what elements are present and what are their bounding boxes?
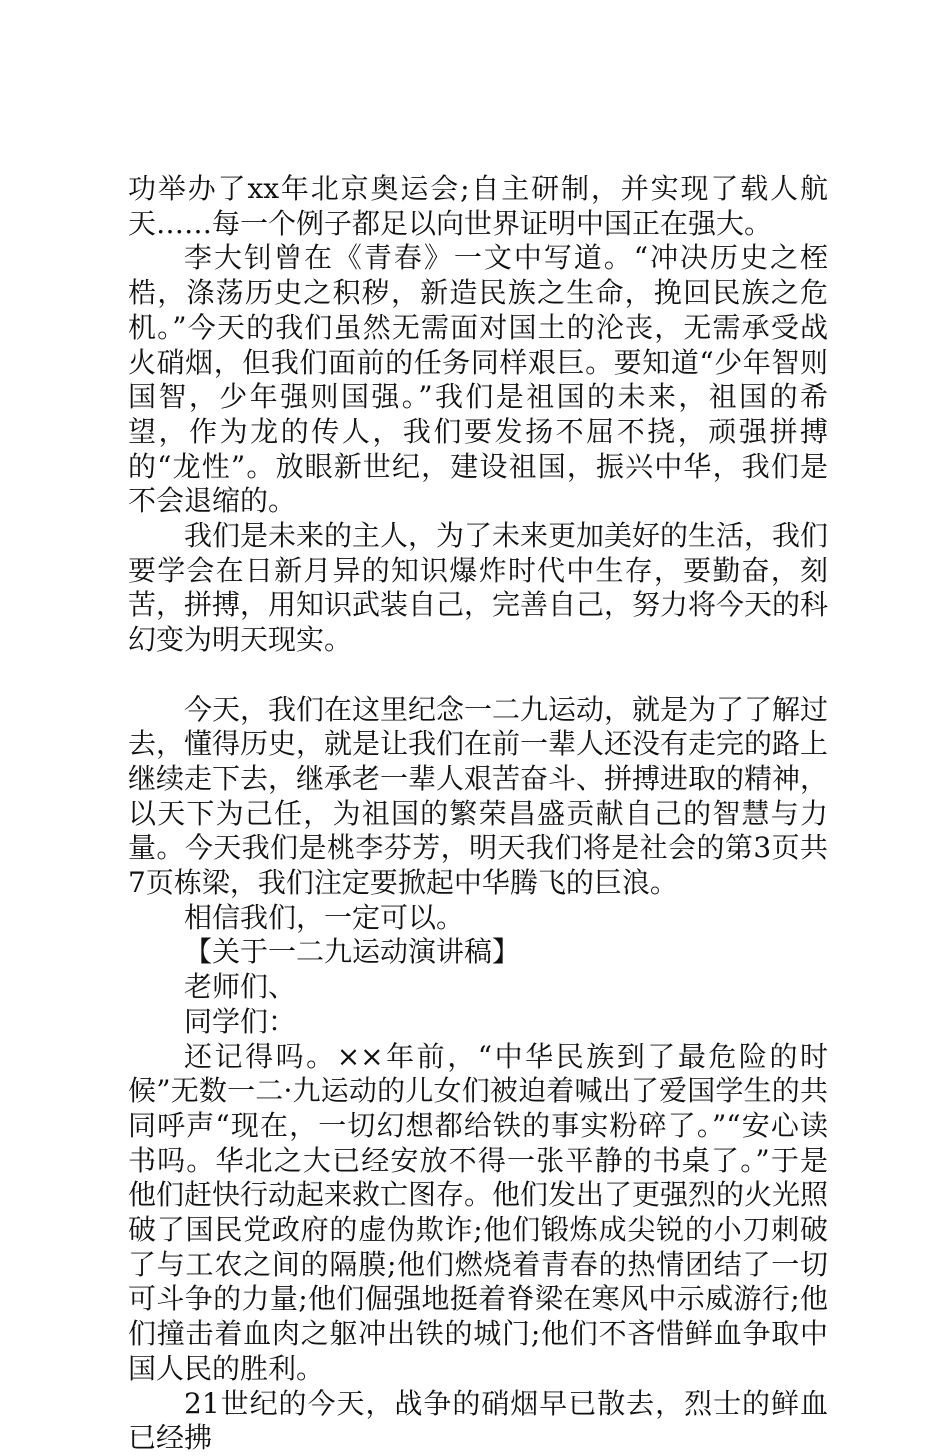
paragraph-continued-olympics: 功举办了xx年北京奥运会;自主研制，并实现了载人航天……每一个例子都足以向世界证明中国正在强大。	[128, 172, 828, 240]
salutation-teachers: 老师们、	[184, 970, 297, 1004]
salutation-students: 同学们：	[184, 1004, 297, 1038]
paragraph-commemoration: 今天，我们在这里纪念一二九运动，就是为了了解过去，懂得历史，就是让我们在前一辈人还没有走完的路上继续走下去，继承老一辈人艰苦奋斗、拼搏进取的精神，以天下为己任，为祖国的繁荣昌盛贡献自己的智慧与力量。今天我们是桃李芬芳，明天我们将是社会的第3页共7页栋梁，我们注定要掀起中华腾飞的巨浪。	[128, 692, 829, 900]
paragraph-future-masters: 我们是未来的主人，为了未来更加美好的生活，我们要学会在日新月异的知识爆炸时代中生存，要勤奋，刻苦，拼搏，用知识武装自己，完善自己，努力将今天的科幻变为明天现实。	[128, 519, 829, 657]
paragraph-21st-century: 21世纪的今天，战争的硝烟早已散去，烈士的鲜血已经拂	[128, 1386, 828, 1455]
paragraph-spacer	[128, 658, 828, 693]
document-body	[128, 172, 828, 1456]
paragraph-li-dazhao-quote: 李大钊曾在《青春》一文中写道。“冲决历史之桎梏，涤荡历史之积秽，新造民族之生命，挽回民族之危机。”今天的我们虽然无需面对国土的沦丧，无需承受战火硝烟，但我们面前的任务同样艰巨。要知道“少年智则国智，少年强则国强。”我们是祖国的未来，祖国的希望，作为龙的传人，我们要发扬不屈不挠，顽强拼搏的“龙性”。放眼新世纪，建设祖国，振兴中华，我们是不会退缩的。	[128, 241, 828, 518]
paragraph-believe-us: 相信我们，一定可以。	[184, 900, 465, 934]
speech-title: 【关于一二九运动演讲稿】	[184, 935, 521, 969]
paragraph-remember: 还记得吗。××年前，“中华民族到了最危险的时候”无数一二·九运动的儿女们被迫着喊出了爱国学生的共同呼声“现在，一切幻想都给铁的事实粉碎了。”“安心读书吗。华北之大已经安放不得一张平静的书桌了。”于是他们赶快行动起来救亡图存。他们发出了更强烈的火光照破了国民党政府的虚伪欺诈;他们锻炼成尖锐的小刀刺破了与工农之间的隔膜;他们燃烧着青春的热情团结了一切可斗争的力量;他们倔强地挺着脊梁在寒风中示威游行;他们撞击着血肉之躯冲出铁的城门;他们不吝惜鲜血争取中国人民的胜利。	[128, 1039, 829, 1385]
